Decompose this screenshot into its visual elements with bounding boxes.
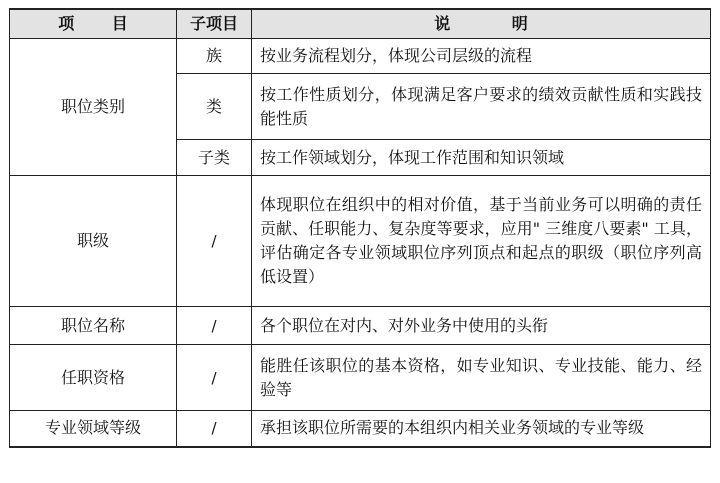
subitem-cell: / [177, 307, 252, 345]
item-cell-job-level: 职级 [10, 176, 177, 307]
table-row [10, 39, 711, 74]
item-cell-qualification: 任职资格 [10, 345, 177, 411]
table-row [10, 345, 711, 411]
description-cell: 承担该职位所需要的本组织内相关业务领域的专业等级 [252, 411, 711, 447]
header-description: 说 明 [252, 9, 711, 39]
table-row [10, 176, 711, 307]
header-subitem: 子项目 [177, 9, 252, 39]
subitem-cell: 类 [177, 74, 252, 140]
subitem-cell: / [177, 345, 252, 411]
subitem-cell: 子类 [177, 140, 252, 176]
header-item: 项 目 [10, 9, 177, 39]
description-cell: 按工作性质划分，体现满足客户要求的绩效贡献性质和实践技能性质 [252, 74, 711, 140]
header-row [10, 9, 711, 39]
item-cell-job-title: 职位名称 [10, 307, 177, 345]
description-cell: 体现职位在组织中的相对价值，基于当前业务可以明确的责任贡献、任职能力、复杂度等要求，应用" 三维度八要素" 工具，评估确定各专业领域职位序列顶点和起点的职级（职位序列高低设置） [252, 176, 711, 307]
description-cell: 按工作领域划分，体现工作范围和知识领域 [252, 140, 711, 176]
table-row [10, 307, 711, 345]
description-cell: 能胜任该职位的基本资格，如专业知识、专业技能、能力、经验等 [252, 345, 711, 411]
subitem-cell: / [177, 411, 252, 447]
description-cell: 按业务流程划分，体现公司层级的流程 [252, 39, 711, 74]
table-row [10, 411, 711, 447]
description-cell: 各个职位在对内、对外业务中使用的头衔 [252, 307, 711, 345]
item-cell-professional-grade: 专业领域等级 [10, 411, 177, 447]
subitem-cell: / [177, 176, 252, 307]
job-info-table [9, 8, 711, 448]
subitem-cell: 族 [177, 39, 252, 74]
item-cell-job-category: 职位类别 [10, 39, 177, 176]
